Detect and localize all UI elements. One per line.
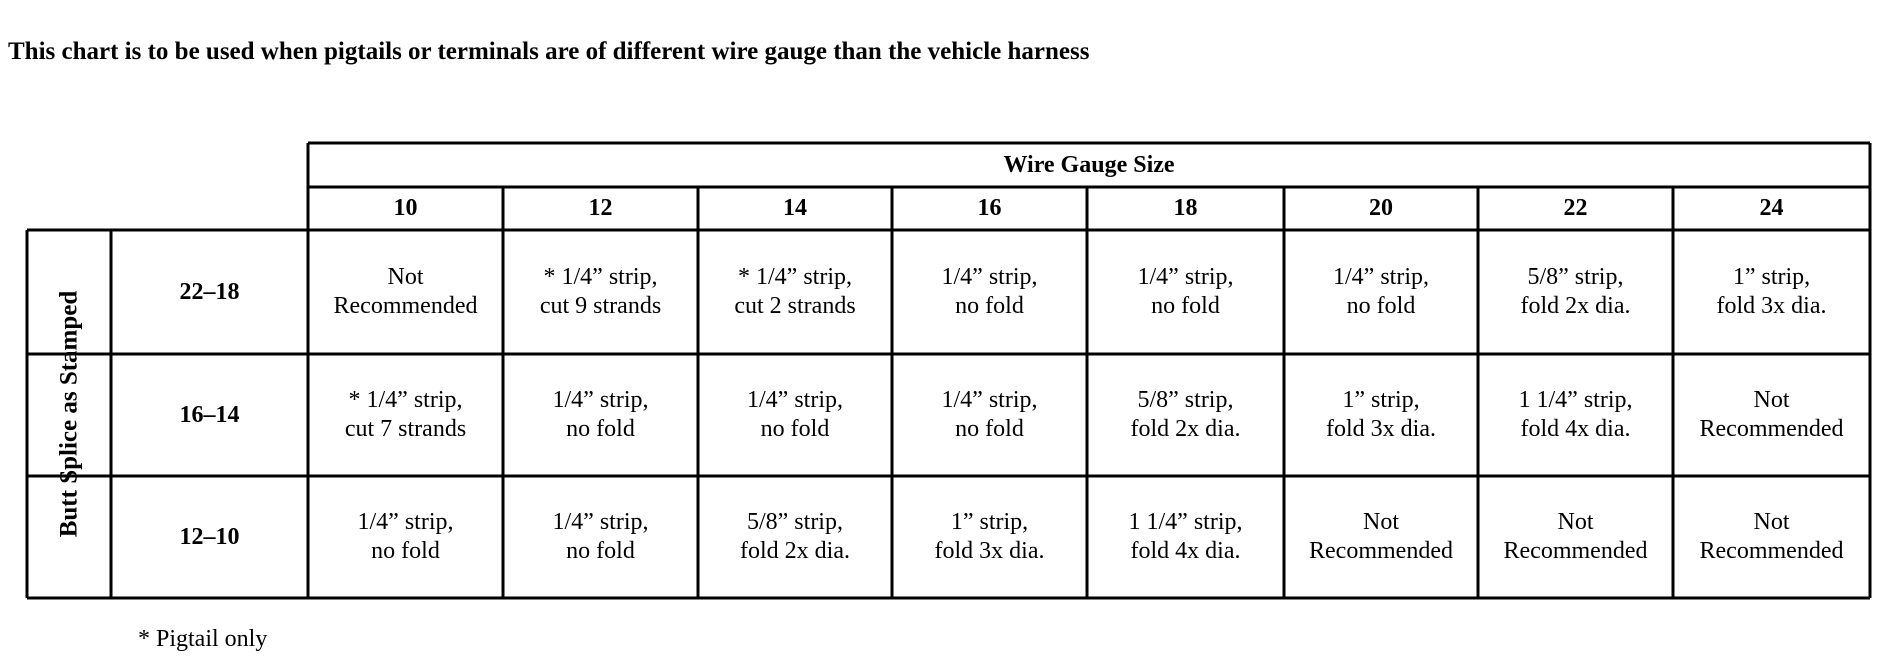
table-cell — [1478, 476, 1673, 598]
cell-line: 1/4” strip, — [1137, 264, 1234, 290]
cell-text — [747, 386, 843, 444]
table-cell — [892, 230, 1087, 354]
cell-text — [1521, 263, 1631, 321]
column-header: 18 — [1173, 195, 1198, 221]
cell-line: no fold — [371, 538, 440, 564]
cell-line: fold 3x dia. — [934, 538, 1045, 564]
cell-line: fold 3x dia. — [1326, 416, 1436, 442]
column-group-header: Wire Gauge Size — [1003, 151, 1175, 178]
cell-line: no fold — [566, 416, 635, 442]
row-header: 12–10 — [179, 523, 240, 550]
table-cell — [1284, 476, 1478, 598]
cell-line: no fold — [955, 416, 1024, 442]
cell-line: no fold — [566, 538, 635, 564]
cell-line: Not — [1557, 509, 1594, 535]
page-heading: This chart is to be used when pigtails or terminals are of different wire gauge than the vehicle harness — [8, 38, 1090, 65]
footnote: * Pigtail only — [138, 626, 268, 652]
table-cell — [1673, 476, 1870, 598]
table-cell — [1478, 230, 1673, 354]
cell-line: fold 2x dia. — [740, 538, 850, 564]
cell-line: 1/4” strip, — [552, 387, 649, 413]
cell-line: 5/8” strip, — [746, 509, 843, 535]
cell-text — [935, 508, 1045, 566]
table-cell — [1284, 230, 1478, 354]
cell-line: 1/4” strip, — [941, 387, 1038, 413]
cell-line: Recommended — [1699, 538, 1844, 564]
cell-line: 1” strip, — [950, 509, 1029, 535]
cell-line: 1/4” strip, — [747, 387, 843, 413]
cell-line: Not — [387, 264, 424, 290]
cell-text — [1333, 263, 1429, 321]
table-cell — [503, 354, 698, 476]
cell-line: fold 3x dia. — [1716, 293, 1827, 319]
cell-text — [345, 386, 466, 444]
cell-line: 1” strip, — [1342, 387, 1420, 413]
cell-line: Not — [1753, 387, 1790, 413]
cell-line: fold 2x dia. — [1520, 293, 1631, 319]
column-header: 16 — [977, 195, 1002, 221]
table-cell — [892, 476, 1087, 598]
cell-line: fold 4x dia. — [1130, 538, 1241, 564]
cell-text — [1326, 386, 1436, 444]
cell-line: Recommended — [1309, 538, 1453, 564]
table-cell — [308, 476, 503, 598]
cell-text — [942, 386, 1038, 444]
table-cell — [698, 476, 892, 598]
cell-text — [1717, 263, 1827, 321]
cell-line: Recommended — [1503, 538, 1648, 564]
row-header: 16–14 — [179, 401, 240, 428]
cell-text — [540, 263, 661, 321]
table-cell — [1673, 230, 1870, 354]
cell-text — [1700, 508, 1844, 566]
cell-text — [1700, 386, 1844, 444]
table-cell — [1087, 354, 1284, 476]
cell-text — [1504, 508, 1648, 566]
row-group-header: Butt Splice as Stamped — [55, 290, 82, 538]
cell-line: 1 1/4” strip, — [1518, 387, 1633, 413]
table-cell — [1284, 354, 1478, 476]
cell-line: 5/8” strip, — [1137, 387, 1234, 413]
cell-text — [1309, 508, 1453, 566]
table-cell — [308, 354, 503, 476]
column-header: 20 — [1369, 195, 1393, 221]
cell-text — [1129, 508, 1243, 566]
column-header: 14 — [783, 195, 807, 221]
cell-line: Not — [1362, 509, 1399, 535]
cell-line: 1” strip, — [1732, 264, 1811, 290]
table-cell — [503, 476, 698, 598]
column-header: 24 — [1759, 195, 1784, 221]
cell-line: no fold — [1151, 293, 1220, 319]
cell-text — [1131, 386, 1241, 444]
cell-line: no fold — [760, 416, 830, 442]
cell-text — [734, 263, 855, 321]
cell-line: Not — [1753, 509, 1790, 535]
cell-text — [358, 508, 454, 566]
cell-line: Recommended — [1699, 416, 1844, 442]
table-cell — [698, 354, 892, 476]
cell-text — [1138, 263, 1234, 321]
cell-line: * 1/4” strip, — [738, 264, 852, 290]
table-cell — [1087, 476, 1284, 598]
table-cell — [1673, 354, 1870, 476]
cell-line: Recommended — [333, 293, 478, 319]
cell-text — [334, 263, 478, 321]
cell-line: * 1/4” strip, — [348, 387, 463, 413]
row-header: 22–18 — [179, 278, 240, 305]
table-cell — [698, 230, 892, 354]
cell-line: no fold — [1346, 293, 1416, 319]
cell-line: 1/4” strip, — [941, 264, 1038, 290]
table-cell — [503, 230, 698, 354]
column-header: 10 — [393, 195, 418, 221]
cell-line: 1 1/4” strip, — [1128, 509, 1243, 535]
cell-line: cut 2 strands — [734, 293, 856, 319]
cell-text — [553, 386, 649, 444]
cell-line: 1/4” strip, — [1333, 264, 1429, 290]
cell-text — [942, 263, 1038, 321]
column-header: 12 — [588, 195, 613, 221]
cell-line: cut 9 strands — [539, 293, 662, 319]
cell-line: fold 2x dia. — [1130, 416, 1241, 442]
cell-text — [740, 508, 850, 566]
table-cell — [1087, 230, 1284, 354]
table-cell — [1478, 354, 1673, 476]
cell-line: 1/4” strip, — [357, 509, 454, 535]
cell-line: cut 7 strands — [344, 416, 467, 442]
table-cell — [308, 230, 503, 354]
cell-line: 1/4” strip, — [552, 509, 649, 535]
column-header: 22 — [1563, 195, 1588, 221]
cell-line: fold 4x dia. — [1520, 416, 1631, 442]
cell-text — [1519, 386, 1633, 444]
cell-line: no fold — [955, 293, 1024, 319]
cell-line: 5/8” strip, — [1527, 264, 1624, 290]
table-cell — [892, 354, 1087, 476]
cell-line: * 1/4” strip, — [543, 264, 658, 290]
cell-text — [553, 508, 649, 566]
